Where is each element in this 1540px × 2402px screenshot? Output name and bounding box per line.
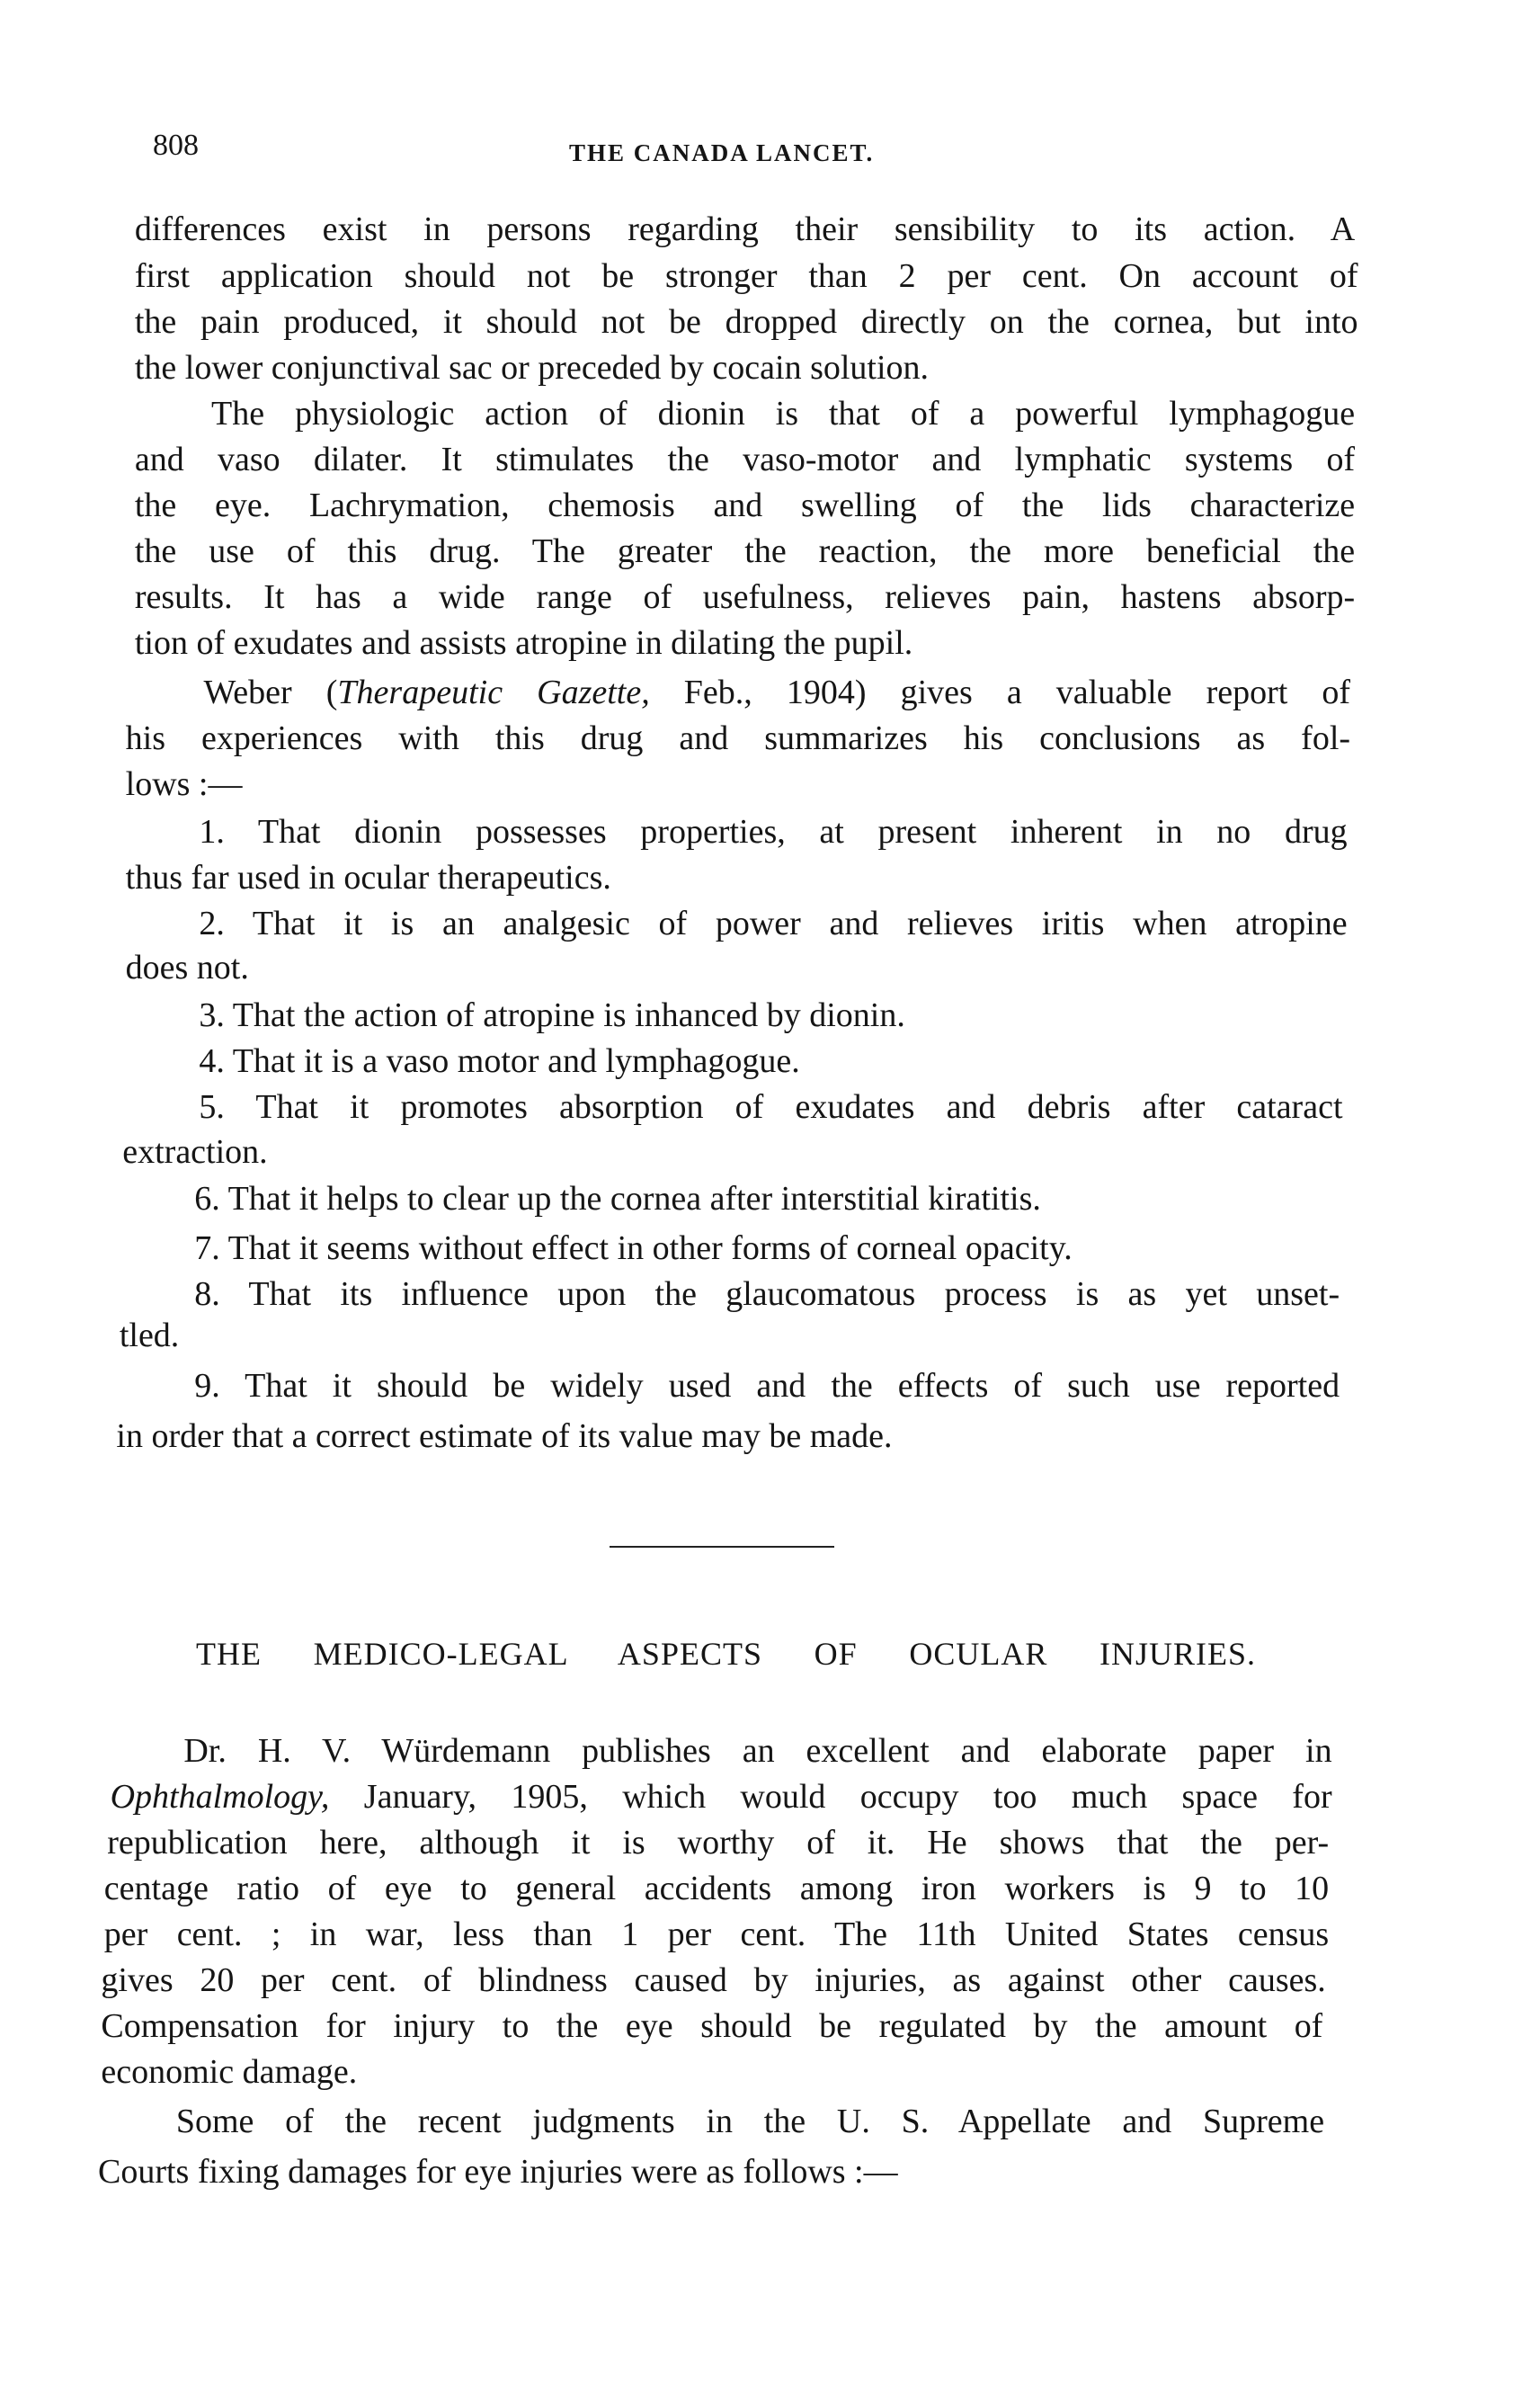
text-line: the pain produced, it should not be dropped directly on the cornea, but into: [134, 302, 1358, 341]
text-line: first application should not be stronger than 2 per cent. On account of: [134, 256, 1358, 295]
text-segment: Feb., 1904) gives a valuable report of: [649, 673, 1351, 711]
italic-citation: Ophthalmology,: [110, 1777, 330, 1816]
page-number: 808: [153, 129, 199, 162]
text-line: economic damage.: [101, 2053, 358, 2092]
text-line: and vaso dilater. It stimulates the vaso-motor and lymphatic systems of: [134, 440, 1356, 478]
text-line: Compensation for injury to the eye should be regulated by the amount of: [101, 2007, 1323, 2046]
italic-citation: Therapeutic Gazette,: [337, 673, 650, 711]
text-segment: January, 1905, which would occupy too much space for: [329, 1777, 1332, 1816]
text-line: 3. That the action of atropine is inhanced by dionin.: [199, 996, 905, 1035]
text-line: 7. That it seems without effect in other forms of corneal opacity.: [194, 1228, 1073, 1267]
text-line: his experiences with this drug and summarizes his conclusions as fol-: [125, 719, 1351, 757]
text-line: the lower conjunctival sac or preceded by cocain solution.: [134, 348, 930, 387]
text-line: gives 20 per cent. of blindness caused by injuries, as against other causes.: [101, 1960, 1326, 1999]
text-line: the eye. Lachrymation, chemosis and swelling of the lids characterize: [134, 486, 1356, 524]
text-segment: Weber (: [203, 673, 338, 711]
text-line: per cent. ; in war, less than 1 per cent. The 11th United States census: [103, 1915, 1330, 1953]
text-line: in order that a correct estimate of its value may be made.: [116, 1417, 893, 1456]
text-line: 8. That its influence upon the glaucomatous process is as yet unset-: [194, 1275, 1340, 1314]
text-line: 6. That it helps to clear up the cornea after interstitial kiratitis.: [194, 1180, 1041, 1219]
text-line: [203, 670, 1350, 715]
text-line: thus far used in ocular therapeutics.: [125, 858, 611, 897]
text-line: Courts fixing damages for eye injuries were as follows :—: [97, 2152, 898, 2191]
text-line: 4. That it is a vaso motor and lymphagogue.: [199, 1042, 800, 1081]
text-line: [111, 1774, 1332, 1819]
text-line: The physiologic action of dionin is that of a powerful lymphagogue: [211, 394, 1356, 433]
running-title: THE CANADA LANCET.: [569, 139, 875, 166]
text-line: extraction.: [122, 1132, 268, 1171]
section-divider: [610, 1546, 834, 1548]
text-line: 5. That it promotes absorption of exudates and debris after cataract: [199, 1088, 1343, 1127]
text-line: differences exist in persons regarding their sensibility to its action. A: [134, 210, 1356, 249]
text-line: the use of this drug. The greater the reaction, the more beneficial the: [134, 532, 1356, 571]
text-line: 2. That it is an analgesic of power and relieves iritis when atropine: [199, 904, 1348, 942]
article-heading: THE MEDICO-LEGAL ASPECTS OF OCULAR INJURIES.: [196, 1636, 1256, 1672]
text-line: Dr. H. V. Würdemann publishes an excellent and elaborate paper in: [183, 1731, 1332, 1770]
text-line: centage ratio of eye to general accidents among iron workers is 9 to 10: [103, 1869, 1330, 1907]
text-line: 9. That it should be widely used and the effects of such use reported: [194, 1367, 1340, 1406]
text-line: tled.: [119, 1317, 180, 1355]
text-line: Some of the recent judgments in the U. S. Appellate and Supreme: [175, 2102, 1325, 2140]
text-line: republication here, although it is worthy of it. He shows that the per-: [107, 1823, 1330, 1862]
text-line: does not.: [125, 949, 249, 987]
text-line: 1. That dionin possesses properties, at present inherent in no drug: [199, 812, 1348, 851]
text-line: tion of exudates and assists atropine in dilating the pupil.: [134, 624, 913, 663]
text-line: results. It has a wide range of usefulness, relieves pain, hastens absorp-: [134, 578, 1356, 617]
text-line: lows :—: [125, 764, 243, 803]
